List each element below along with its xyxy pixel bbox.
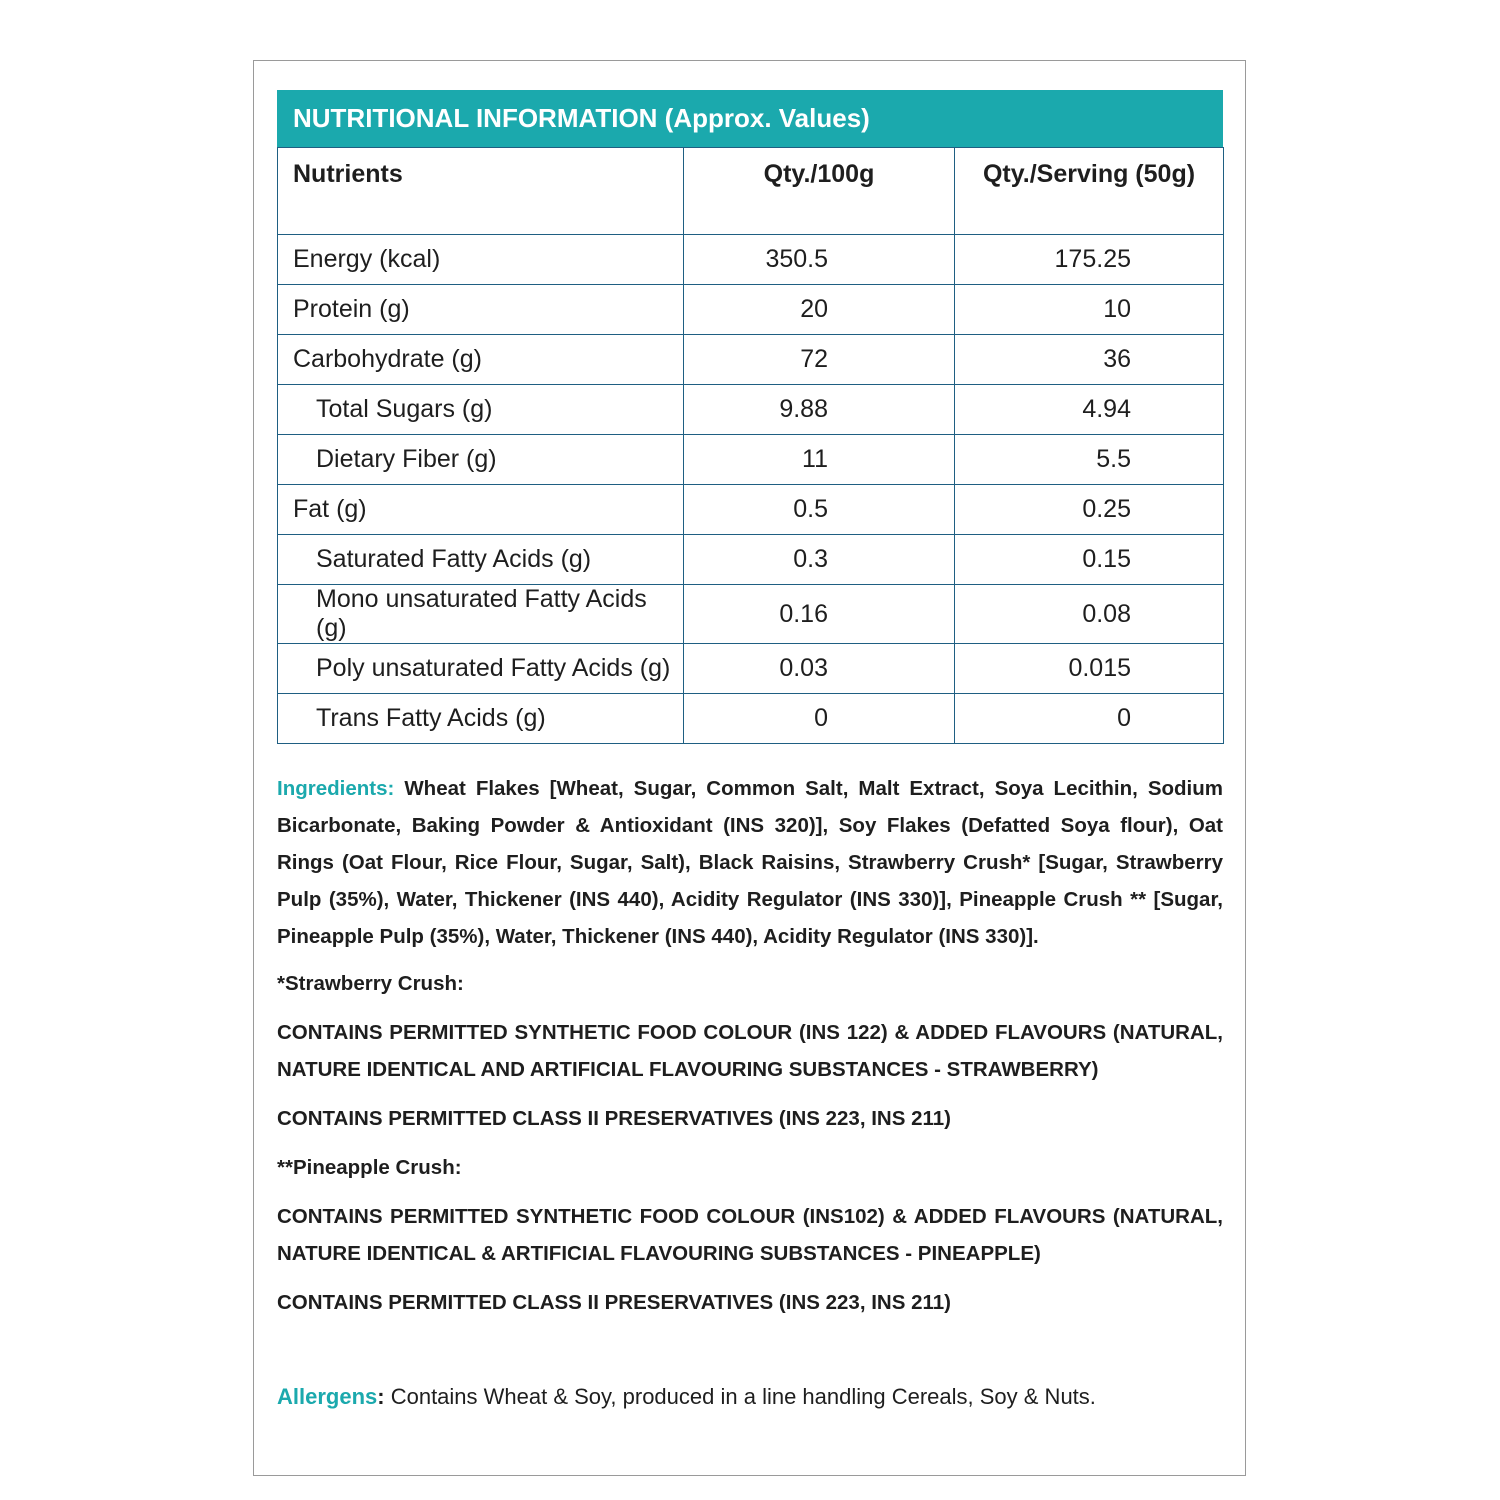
qty-per-serving: 10 <box>955 285 1224 335</box>
pineapple-colour-note: CONTAINS PERMITTED SYNTHETIC FOOD COLOUR (INS102) & ADDED FLAVOURS (NATURAL, NATURE IDENTICAL & ARTIFICIAL FLAVOURING SUBSTANCES - PINEAPPLE) <box>277 1205 1223 1265</box>
strawberry-crush-heading: *Strawberry Crush: <box>277 972 464 995</box>
nutrition-table-title: NUTRITIONAL INFORMATION (Approx. Values) <box>277 90 1223 147</box>
qty-per-100g: 0.3 <box>684 535 955 585</box>
qty-per-serving: 0.015 <box>955 644 1224 694</box>
table-row <box>278 335 1224 385</box>
qty-per-100g: 9.88 <box>684 385 955 435</box>
ingredients-text: Wheat Flakes [Wheat, Sugar, Common Salt, Malt Extract, Soya Lecithin, Sodium Bicarbonate, Baking Powder & Antioxidant (INS 320)], Soy Flakes (Defatted Soya flour), Oat Rings (Oat Flour, Rice Flour, Sugar, Salt), Black Raisins, Strawberry Crush* [Sugar, Strawberry Pulp (35%), Water, Thickener (INS 440), Acidity Regulator (INS 330)], Pineapple Crush ** [Sugar, Pineapple Pulp (35%), Water, Thickener (INS 440), Acidity Regulator (INS 330)]. <box>277 777 1223 948</box>
allergens-colon: : <box>377 1384 385 1409</box>
nutrient-name: Trans Fatty Acids (g) <box>278 694 684 744</box>
table-row <box>278 235 1224 285</box>
qty-per-100g: 72 <box>684 335 955 385</box>
strawberry-colour-note: CONTAINS PERMITTED SYNTHETIC FOOD COLOUR (INS 122) & ADDED FLAVOURS (NATURAL, NATURE IDENTICAL AND ARTIFICIAL FLAVOURING SUBSTANCES - STRAWBERRY) <box>277 1021 1223 1081</box>
nutrition-table-section <box>277 90 1223 744</box>
nutrient-name: Poly unsaturated Fatty Acids (g) <box>278 644 684 694</box>
qty-per-serving: 5.5 <box>955 435 1224 485</box>
pineapple-preservatives-note: CONTAINS PERMITTED CLASS II PRESERVATIVES (INS 223, INS 211) <box>277 1291 951 1314</box>
allergens-text: Contains Wheat & Soy, produced in a line handling Cereals, Soy & Nuts. <box>384 1384 1096 1409</box>
table-row <box>278 485 1224 535</box>
table-row <box>278 644 1224 694</box>
qty-per-serving: 0.25 <box>955 485 1224 535</box>
table-row <box>278 385 1224 435</box>
nutrient-name: Carbohydrate (g) <box>278 335 684 385</box>
nutrient-name: Energy (kcal) <box>278 235 684 285</box>
nutrient-name: Fat (g) <box>278 485 684 535</box>
qty-per-100g: 0 <box>684 694 955 744</box>
nutrition-table <box>277 147 1224 744</box>
qty-per-serving: 0.15 <box>955 535 1224 585</box>
pineapple-crush-heading: **Pineapple Crush: <box>277 1156 462 1179</box>
table-row <box>278 435 1224 485</box>
qty-per-serving: 0.08 <box>955 585 1224 644</box>
qty-per-100g: 0.5 <box>684 485 955 535</box>
header-nutrients: Nutrients <box>278 148 684 235</box>
qty-per-serving: 175.25 <box>955 235 1224 285</box>
allergens-label: Allergens <box>277 1384 378 1409</box>
nutrient-name: Mono unsaturated Fatty Acids (g) <box>278 585 684 644</box>
ingredients-section <box>277 770 1223 1333</box>
qty-per-100g: 20 <box>684 285 955 335</box>
nutrient-name: Protein (g) <box>278 285 684 335</box>
qty-per-serving: 4.94 <box>955 385 1224 435</box>
nutrient-name: Saturated Fatty Acids (g) <box>278 535 684 585</box>
nutrient-name: Total Sugars (g) <box>278 385 684 435</box>
qty-per-serving: 0 <box>955 694 1224 744</box>
qty-per-100g: 11 <box>684 435 955 485</box>
nutrition-table-body <box>278 235 1224 744</box>
table-row <box>278 285 1224 335</box>
header-qty-serving: Qty./Serving (50g) <box>955 148 1224 235</box>
ingredients-paragraph <box>277 770 1223 955</box>
table-row <box>278 585 1224 644</box>
table-row <box>278 694 1224 744</box>
table-header-row <box>278 148 1224 235</box>
qty-per-100g: 350.5 <box>684 235 955 285</box>
qty-per-100g: 0.16 <box>684 585 955 644</box>
table-row <box>278 535 1224 585</box>
header-qty-100g: Qty./100g <box>684 148 955 235</box>
allergens-section <box>277 1382 1223 1412</box>
strawberry-preservatives-note: CONTAINS PERMITTED CLASS II PRESERVATIVES (INS 223, INS 211) <box>277 1107 951 1130</box>
nutrient-name: Dietary Fiber (g) <box>278 435 684 485</box>
ingredients-label: Ingredients: <box>277 777 395 800</box>
qty-per-100g: 0.03 <box>684 644 955 694</box>
qty-per-serving: 36 <box>955 335 1224 385</box>
